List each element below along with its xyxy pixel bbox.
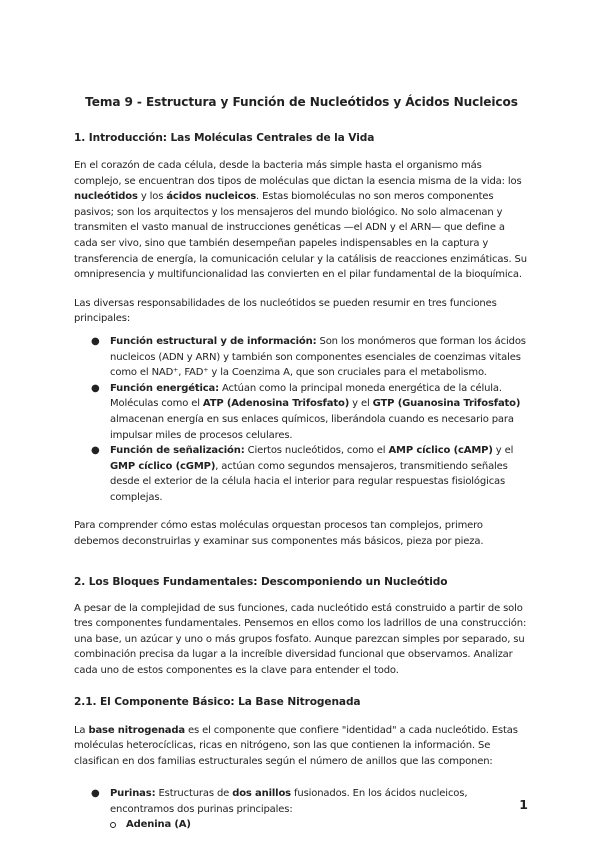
bullet-icon: ● [91, 445, 100, 457]
circle-bullet-icon [110, 822, 116, 828]
list-item: ● Función energética: Actúan como la principal moneda energética de la célula. Moléculas como el ATP (Adenosina Trifosfato) y el GTP (Guanosina Trifosfato) almacenan energía en sus enlaces químicos, liberándola cuando es necesario para impulsar miles de procesos celulares. [91, 382, 521, 441]
list-item: ● Purinas: Estructuras de dos anillos fusionados. En los ácidos nucleicos, encontramos dos purinas principales: Adenina (A) [74, 786, 529, 831]
bullet-icon: ● [91, 335, 100, 347]
bullet-icon: ● [91, 788, 100, 800]
document-title: Tema 9 - Estructura y Función de Nucleótidos y Ácidos Nucleicos [85, 95, 518, 109]
section-1-paragraph-3: Para comprender cómo estas moléculas orquestan procesos tan complejos, primero debemos deconstruirlas y examinar sus componentes más básicos, pieza por pieza. [74, 520, 484, 548]
section-1-paragraph-2: Las diversas responsabilidades de los nucleótidos se pueden resumir en tres funciones principales: [74, 297, 497, 325]
document-page [74, 95, 529, 832]
section-2-1-heading: 2.1. El Componente Básico: La Base Nitrogenada [74, 695, 361, 708]
list-item: ● Función de señalización: Ciertos nucleótidos, como el AMP cíclico (cAMP) y el GMP cíclico (cGMP), actúan como segundos mensajeros, transmitiendo señales desde el exterior de la célula hacia el interior para regular respuestas fisiológicas complejas. [91, 445, 514, 503]
purines-sublist [110, 818, 529, 832]
section-1-heading: 1. Introducción: Las Moléculas Centrales de la Vida [74, 132, 375, 144]
base-families-list [74, 786, 529, 831]
section-2-1-paragraph-1: La base nitrogenada es el componente que confiere "identidad" a cada nucleótido. Estas moléculas heterocíclicas, ricas en nitrógeno, son las que contienen la información. Se clasifican en dos familias estructurales según el número de anillos que las componen: [74, 724, 518, 767]
list-item: ● Función estructural y de información: Son los monómeros que forman los ácidos nucleicos (ADN y ARN) y también son componentes esenciales de coenzimas vitales como el NAD⁺, FAD⁺ y la Coenzima A, que son cruciales para el metabolismo. [91, 335, 526, 379]
functions-list [74, 334, 529, 506]
section-2-heading: 2. Los Bloques Fundamentales: Descomponiendo un Nucleótido [74, 575, 448, 588]
page-number: 1 [519, 797, 528, 812]
section-2-paragraph-1: A pesar de la complejidad de sus funciones, cada nucleótido está construido a partir de solo tres componentes fundamentales. Pensemos en ellos como los ladrillos de una construcción: una base, un azúcar y uno o más grupos fosfato. Aunque parezcan simples por separado, su combinación precisa da lugar a la increíble diversidad funcional que observamos. Analizar cada uno de estos componentes es la clave para entender el todo. [74, 602, 527, 677]
list-item: Adenina (A) [110, 818, 529, 832]
bullet-icon: ● [91, 382, 100, 394]
section-1-paragraph-1: En el corazón de cada célula, desde la bacteria más simple hasta el organismo más complejo, se encuentran dos tipos de moléculas que dictan la esencia misma de la vida: los nucleótidos y los ácidos nucleicos. Estas biomoléculas no son meros componentes pasivos; son los arquitectos y los mensajeros del mundo biológico. No solo almacenan y transmiten el vasto manual de instrucciones genéticas —el ADN y el ARN— que define a cada ser vivo, sino que también desempeñan papeles indispensables en la captura y transferencia de energía, la comunicación celular y la catálisis de reacciones enzimáticas. Su omnipresencia y multifuncionalidad las convierten en el pilar fundamental de la bioquímica. [74, 160, 527, 281]
